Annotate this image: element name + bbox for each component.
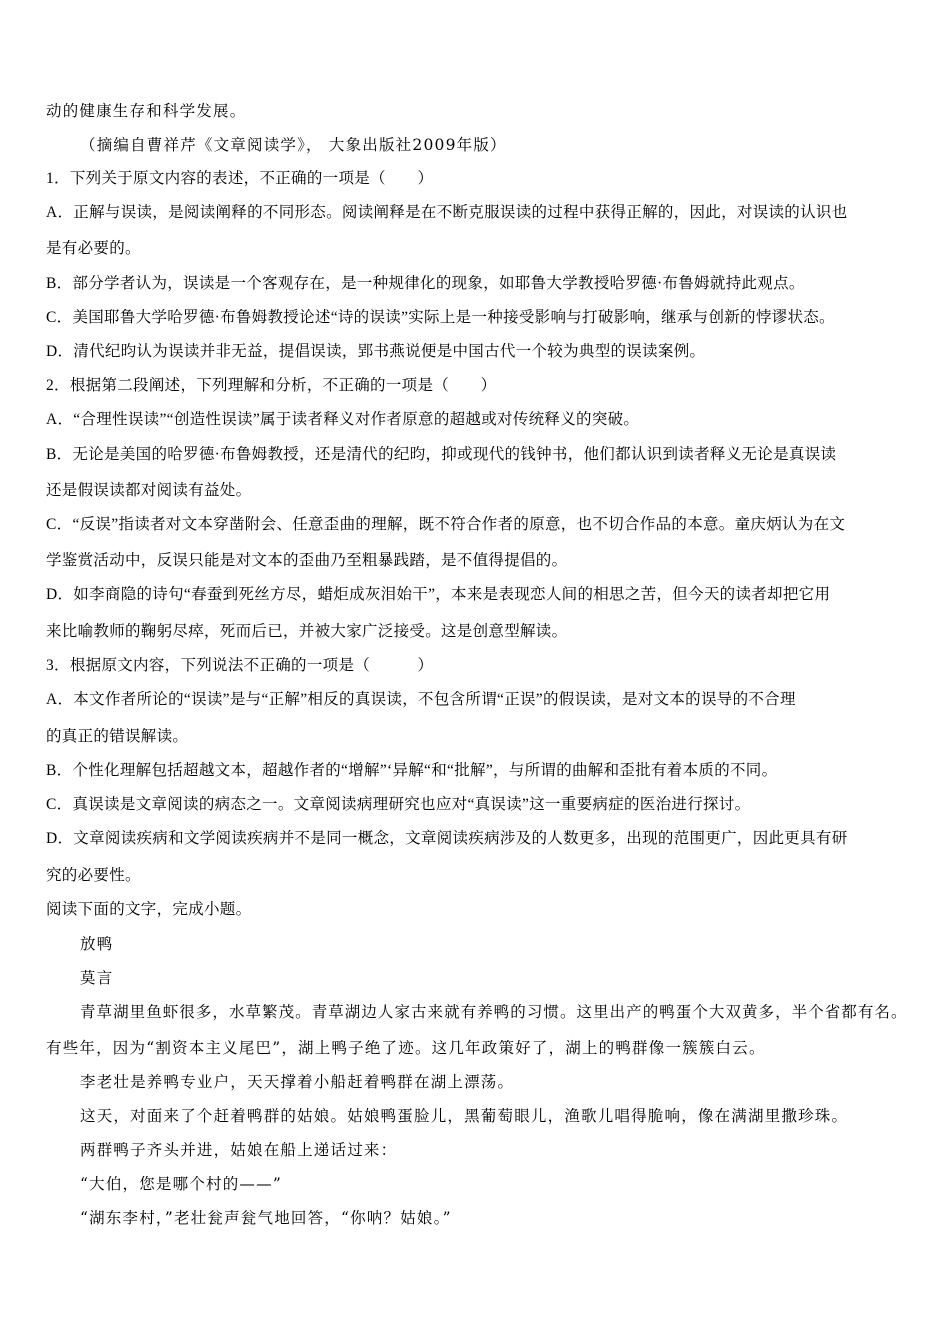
question-2-option-c-cont: 学鉴赏活动中，反误只能是对文本的歪曲乃至粗暴践踏，是不值得提倡的。 — [46, 552, 568, 569]
story-paragraph-2: 李老壮是养鸭专业户，天天撑着小船赶着鸭群在湖上漂荡。 — [80, 1073, 515, 1091]
passage-last-line: 动的健康生存和科学发展。 — [46, 102, 247, 120]
question-1-stem: 1．下列关于原文内容的表述，不正确的一项是（ ） — [46, 170, 434, 187]
story-paragraph-1-cont: 有些年，因为“割资本主义尾巴”，湖上鸭子绝了迹。这几年政策好了，湖上的鸭群像一簇簇白云。 — [46, 1039, 766, 1057]
question-2-option-c: C．“反误”指读者对文本穿凿附会、任意歪曲的理解，既不符合作者的原意，也不切合作品的本意。童庆炳认为在文 — [46, 516, 846, 533]
question-2-option-b-cont: 还是假误读都对阅读有益处。 — [46, 482, 252, 499]
reading-instruction: 阅读下面的文字，完成小题。 — [46, 901, 252, 918]
question-1-option-a-cont: 是有必要的。 — [46, 240, 141, 257]
story-paragraph-1: 青草湖里鱼虾很多，水草繁茂。青草湖边人家古来就有养鸭的习惯。这里出产的鸭蛋个大双黄多，半个省都有名。 — [80, 1003, 908, 1021]
story-paragraph-6: “湖东李村，”老壮瓮声瓮气地回答，“你呐？姑娘。” — [80, 1209, 452, 1227]
question-2-option-a: A．“合理性误读”“创造性误读”属于读者释义对作者原意的超越或对传统释义的突破。 — [46, 411, 640, 428]
story-paragraph-4: 两群鸭子齐头并进，姑娘在船上递话过来： — [80, 1141, 398, 1159]
source-citation: （摘编自曹祥芹《文章阅读学》， 大象出版社2009年版） — [80, 136, 507, 154]
question-3-option-b: B．个性化理解包括超越文本，超越作者的“增解”‘异解“和“批解”，与所谓的曲解和歪批有着本质的不同。 — [46, 762, 778, 779]
question-2-option-d-cont: 来比喻教师的鞠躬尽瘁，死而后已，并被大家广泛接受。这是创意型解读。 — [46, 623, 568, 640]
question-3-option-c: C．真误读是文章阅读的病态之一。文章阅读病理研究也应对“真误读”这一重要病症的医治进行探讨。 — [46, 796, 751, 813]
question-3-option-a: A．本文作者所论的“误读”是与“正解”相反的真误读，不包含所谓“正误”的假误读，是对文本的误导的不合理 — [46, 691, 796, 708]
story-paragraph-3: 这天，对面来了个赶着鸭群的姑娘。姑娘鸭蛋脸儿，黑葡萄眼儿，渔歌儿唱得脆响，像在满湖里撒珍珠。 — [80, 1107, 849, 1125]
question-1-option-b: B．部分学者认为，误读是一个客观存在，是一种规律化的现象，如耶鲁大学教授哈罗德·布鲁姆就持此观点。 — [46, 275, 805, 292]
story-author: 莫言 — [80, 969, 114, 987]
question-3-option-d-cont: 究的必要性。 — [46, 867, 141, 884]
question-1-option-a: A．正解与误读，是阅读阐释的不同形态。阅读阐释是在不断克服误读的过程中获得正解的，因此，对误读的认识也 — [46, 204, 848, 221]
question-1-option-c: C．美国耶鲁大学哈罗德·布鲁姆教授论述“诗的误读”实际上是一种接受影响与打破影响，继承与创新的悖谬状态。 — [46, 309, 835, 326]
story-paragraph-5: “大伯，您是哪个村的——” — [80, 1175, 282, 1193]
question-2-option-d: D．如李商隐的诗句“春蚕到死丝方尽，蜡炬成灰泪始干”，本来是表现恋人间的相思之苦，但今天的读者却把它用 — [46, 586, 831, 603]
question-3-option-a-cont: 的真正的错误解读。 — [46, 728, 189, 745]
question-2-option-b: B．无论是美国的哈罗德·布鲁姆教授，还是清代的纪昀，抑或现代的钱钟书，他们都认识到读者释义无论是真误读 — [46, 446, 837, 463]
story-title: 放鸭 — [80, 935, 114, 953]
question-2-stem: 2．根据第二段阐述，下列理解和分析，不正确的一项是（ ） — [46, 377, 497, 394]
question-3-option-d: D．文章阅读疾病和文学阅读疾病并不是同一概念，文章阅读疾病涉及的人数更多，出现的范围更广，因此更具有研 — [46, 830, 848, 847]
question-3-stem: 3．根据原文内容，下列说法不正确的一项是（ ） — [46, 657, 434, 674]
question-1-option-d: D．清代纪昀认为误读并非无益，提倡误读，郢书燕说便是中国古代一个较为典型的误读案例。 — [46, 343, 706, 360]
